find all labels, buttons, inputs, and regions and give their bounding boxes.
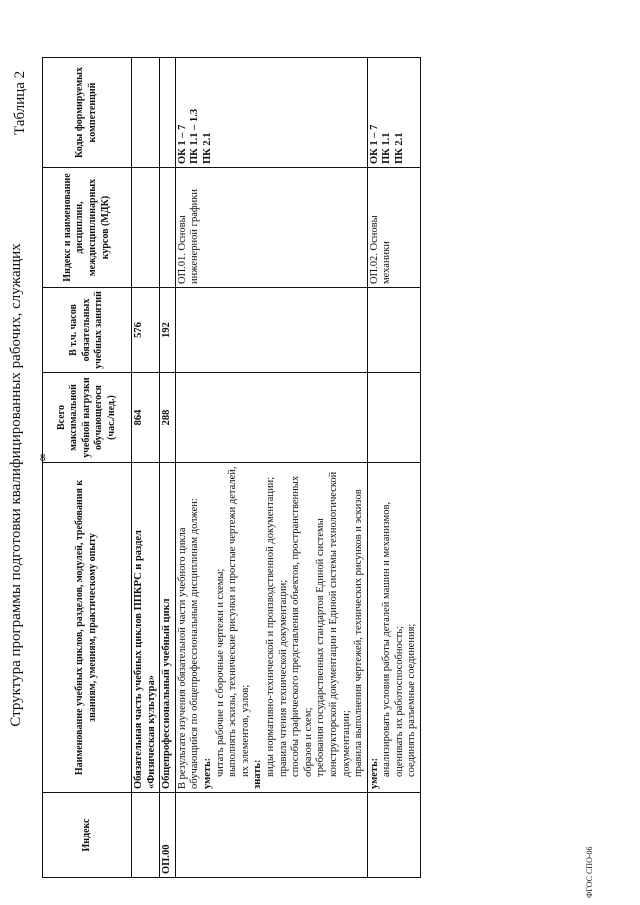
table-row-op02	[367, 58, 420, 878]
structure-table	[42, 57, 421, 878]
op01-requirements	[175, 463, 367, 793]
op02-skill-2: соединять разъемные соединения;	[406, 623, 418, 777]
op01-discipline: ОП.01. Основы инженерной графики	[175, 168, 367, 288]
header-discipline: Индекс и наименование дисциплин, междисциплинарных курсов (МДК)	[43, 168, 132, 288]
op01-skill-2: выполнять эскизы, технические рисунки и простые чертежи деталей, их элементов, узлов;	[227, 466, 251, 777]
op02-discipline: ОП.02. Основы механики	[367, 168, 420, 288]
op01-code-3: ПК 2.1	[201, 132, 213, 164]
op02-requirements	[367, 463, 420, 793]
op01-know-4: требования государственных стандартов Единой системы конструкторской документации и Единой системы технологической документации;	[315, 471, 352, 777]
op01-know-5: правила выполнения чертежей, технических рисунков и эскизов	[353, 489, 365, 777]
header-mandatory: В т.ч. часов обязательных учебных занятий	[43, 288, 132, 373]
op01-know-1: виды нормативно-технической и производственной документации;	[264, 476, 276, 777]
op00-index: ОП.00	[160, 793, 176, 878]
op02-code-2: ПК 1.1	[381, 132, 393, 164]
document-title: Структура программы подготовки квалифицированных рабочих, служащих	[8, 243, 24, 727]
op00-max-load: 288	[160, 373, 176, 463]
op01-intro: В результате изучения обязательной части учебного цикла обучающийся по общепрофессиональным дисциплинам должен:	[176, 498, 201, 789]
mandatory-part-mandatory: 576	[132, 288, 160, 373]
op01-code-2: ПК 1.1 – 1.3	[189, 108, 201, 164]
header-max-load: Всего максимальной учебной нагрузки обучающегося (час./нед.)	[43, 373, 132, 463]
header-index: Индекс	[43, 793, 132, 878]
footer-code: ФГОС СПО-06	[585, 846, 594, 898]
mandatory-part-name: Обязательная часть учебных циклов ППКРС и раздел «Физическая культура»	[132, 463, 160, 793]
table-row-mandatory-part	[132, 58, 160, 878]
op00-name: Общепрофессиональный учебный цикл	[160, 463, 176, 793]
op02-code-3: ПК 2.1	[393, 132, 405, 164]
table-label: Таблица 2	[12, 70, 28, 135]
mandatory-part-max-load: 864	[132, 373, 160, 463]
op01-skill-1: читать рабочие и сборочные чертежи и схемы;	[214, 568, 226, 777]
op02-codes	[367, 58, 420, 168]
op02-code-1: ОК 1 – 7	[368, 124, 380, 164]
op01-umet-label: уметь:	[201, 757, 213, 789]
table-row-op01	[175, 58, 367, 878]
page-number: 8	[40, 452, 46, 464]
op01-know-2: правила чтения технической документации;	[277, 579, 289, 777]
header-name: Наименование учебных циклов, разделов, модулей, требования к знаниям, умениям, практическому опыту	[43, 463, 132, 793]
op02-umet-label: уметь:	[368, 757, 380, 789]
op02-skill-1: анализировать условия работы деталей машин и механизмов, оценивать их работоспособность;	[381, 501, 405, 777]
op01-code-1: ОК 1 – 7	[176, 124, 188, 164]
table-row-op00	[160, 58, 176, 878]
header-codes: Коды формируемых компетенций	[43, 58, 132, 168]
op01-codes	[175, 58, 367, 168]
op00-mandatory: 192	[160, 288, 176, 373]
op01-znat-label: знать:	[252, 759, 264, 789]
op01-know-3: способы графического представления объектов, пространственных образов и схем;	[290, 475, 314, 777]
table-header-row	[43, 58, 132, 878]
